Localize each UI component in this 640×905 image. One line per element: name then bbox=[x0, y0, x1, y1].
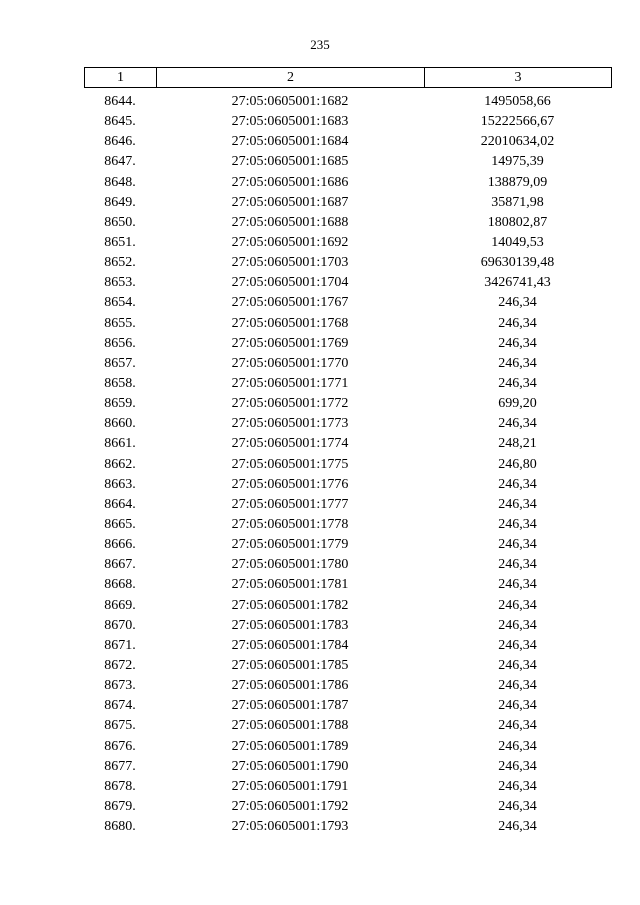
row-number: 8644. bbox=[104, 94, 136, 109]
row-value: 246,34 bbox=[498, 758, 537, 774]
table-row bbox=[84, 777, 611, 797]
row-value: 35871,98 bbox=[491, 194, 544, 210]
cadastral-number: 27:05:0605001:1778 bbox=[231, 516, 349, 532]
table-row bbox=[84, 273, 611, 293]
cadastral-number: 27:05:0605001:1776 bbox=[231, 476, 349, 492]
row-number: 8646. bbox=[104, 134, 136, 150]
cadastral-number: 27:05:0605001:1684 bbox=[231, 134, 349, 150]
table-row bbox=[84, 414, 611, 434]
cadastral-number: 27:05:0605001:1780 bbox=[231, 557, 349, 573]
table-row bbox=[84, 757, 611, 777]
row-value: 246,34 bbox=[498, 657, 537, 673]
header-col-3: 3 bbox=[425, 68, 612, 88]
table-row bbox=[84, 797, 611, 817]
row-value: 22010634,02 bbox=[480, 134, 555, 150]
row-value: 246,34 bbox=[498, 335, 537, 351]
row-value: 14049,53 bbox=[491, 234, 544, 250]
row-value: 246,34 bbox=[498, 295, 537, 311]
cadastral-number: 27:05:0605001:1788 bbox=[231, 718, 349, 734]
row-number: 8670. bbox=[104, 617, 136, 633]
table-row bbox=[84, 374, 611, 394]
cadastral-number: 27:05:0605001:1688 bbox=[231, 214, 349, 230]
row-number: 8649. bbox=[104, 194, 136, 210]
row-number: 8673. bbox=[104, 678, 136, 694]
cadastral-number: 27:05:0605001:1786 bbox=[231, 678, 349, 694]
row-value: 14975,39 bbox=[491, 154, 544, 170]
table-row bbox=[84, 455, 611, 475]
header-row bbox=[85, 68, 612, 88]
row-value: 138879,09 bbox=[487, 174, 548, 190]
cadastral-number: 27:05:0605001:1787 bbox=[231, 698, 349, 714]
row-value: 246,34 bbox=[498, 516, 537, 532]
row-value: 246,34 bbox=[498, 798, 537, 814]
row-number: 8671. bbox=[104, 637, 136, 653]
cadastral-number: 27:05:0605001:1789 bbox=[231, 738, 349, 754]
table-row bbox=[84, 475, 611, 495]
row-value: 69630139,48 bbox=[480, 255, 555, 271]
cadastral-number: 27:05:0605001:1790 bbox=[231, 758, 349, 774]
row-value: 1495058,66 bbox=[484, 94, 551, 109]
row-value: 246,34 bbox=[498, 496, 537, 512]
cadastral-number: 27:05:0605001:1692 bbox=[231, 234, 349, 250]
cadastral-number: 27:05:0605001:1767 bbox=[231, 295, 349, 311]
cadastral-number: 27:05:0605001:1704 bbox=[231, 275, 349, 291]
row-value: 246,34 bbox=[498, 537, 537, 553]
row-number: 8660. bbox=[104, 416, 136, 432]
row-value: 3426741,43 bbox=[484, 275, 551, 291]
row-value: 246,34 bbox=[498, 476, 537, 492]
table-row bbox=[84, 132, 611, 152]
table-row bbox=[84, 152, 611, 172]
table-row bbox=[84, 293, 611, 313]
row-value: 246,34 bbox=[498, 416, 537, 432]
table-row bbox=[84, 213, 611, 233]
table-row bbox=[84, 555, 611, 575]
row-number: 8674. bbox=[104, 698, 136, 714]
table-row bbox=[84, 616, 611, 636]
cadastral-number: 27:05:0605001:1793 bbox=[231, 819, 349, 835]
row-number: 8656. bbox=[104, 335, 136, 351]
cadastral-number: 27:05:0605001:1687 bbox=[231, 194, 349, 210]
cadastral-number: 27:05:0605001:1774 bbox=[231, 436, 349, 452]
row-value: 246,34 bbox=[498, 698, 537, 714]
cadastral-number: 27:05:0605001:1791 bbox=[231, 778, 349, 794]
table-row bbox=[84, 314, 611, 334]
table-row bbox=[84, 112, 611, 132]
row-value: 246,34 bbox=[498, 355, 537, 371]
table-row bbox=[84, 354, 611, 374]
table-row bbox=[84, 515, 611, 535]
table-row bbox=[84, 656, 611, 676]
table-row bbox=[84, 636, 611, 656]
row-value: 246,34 bbox=[498, 617, 537, 633]
cadastral-number: 27:05:0605001:1771 bbox=[231, 375, 349, 391]
row-number: 8669. bbox=[104, 597, 136, 613]
cadastral-number: 27:05:0605001:1685 bbox=[231, 154, 349, 170]
cadastral-number: 27:05:0605001:1779 bbox=[231, 537, 349, 553]
row-value: 246,34 bbox=[498, 678, 537, 694]
row-value: 246,34 bbox=[498, 778, 537, 794]
row-number: 8666. bbox=[104, 537, 136, 553]
row-value: 246,34 bbox=[498, 819, 537, 835]
row-number: 8679. bbox=[104, 798, 136, 814]
row-number: 8678. bbox=[104, 778, 136, 794]
row-number: 8659. bbox=[104, 396, 136, 412]
cadastral-number: 27:05:0605001:1772 bbox=[231, 396, 349, 412]
row-value: 699,20 bbox=[498, 396, 537, 412]
row-number: 8672. bbox=[104, 657, 136, 673]
row-number: 8661. bbox=[104, 436, 136, 452]
row-number: 8650. bbox=[104, 214, 136, 230]
row-number: 8680. bbox=[104, 819, 136, 835]
table-row bbox=[84, 596, 611, 616]
cadastral-number: 27:05:0605001:1783 bbox=[231, 617, 349, 633]
cadastral-number: 27:05:0605001:1682 bbox=[231, 94, 349, 109]
row-number: 8677. bbox=[104, 758, 136, 774]
header-col-1: 1 bbox=[85, 68, 157, 88]
header-col-2: 2 bbox=[157, 68, 425, 88]
row-number: 8651. bbox=[104, 234, 136, 250]
cadastral-number: 27:05:0605001:1773 bbox=[231, 416, 349, 432]
table-row bbox=[84, 173, 611, 193]
table-row bbox=[84, 575, 611, 595]
row-number: 8662. bbox=[104, 456, 136, 472]
table-row bbox=[84, 334, 611, 354]
table-row bbox=[84, 676, 611, 696]
row-number: 8655. bbox=[104, 315, 136, 331]
row-value: 246,34 bbox=[498, 718, 537, 734]
row-value: 246,34 bbox=[498, 637, 537, 653]
row-value: 246,34 bbox=[498, 597, 537, 613]
row-number: 8647. bbox=[104, 154, 136, 170]
row-number: 8648. bbox=[104, 174, 136, 190]
cadastral-number: 27:05:0605001:1769 bbox=[231, 335, 349, 351]
row-value: 246,34 bbox=[498, 375, 537, 391]
cadastral-number: 27:05:0605001:1683 bbox=[231, 114, 349, 130]
row-value: 246,34 bbox=[498, 557, 537, 573]
row-value: 246,80 bbox=[498, 456, 537, 472]
cadastral-number: 27:05:0605001:1782 bbox=[231, 597, 349, 613]
row-number: 8658. bbox=[104, 375, 136, 391]
table-row bbox=[84, 233, 611, 253]
cadastral-number: 27:05:0605001:1785 bbox=[231, 657, 349, 673]
cadastral-number: 27:05:0605001:1768 bbox=[231, 315, 349, 331]
table-row bbox=[84, 495, 611, 515]
table-row bbox=[84, 737, 611, 757]
cadastral-number: 27:05:0605001:1784 bbox=[231, 637, 349, 653]
row-value: 246,34 bbox=[498, 577, 537, 593]
table-row bbox=[84, 434, 611, 454]
row-number: 8654. bbox=[104, 295, 136, 311]
row-number: 8657. bbox=[104, 355, 136, 371]
table-row bbox=[84, 193, 611, 213]
table-body bbox=[84, 92, 611, 837]
page-number: 235 bbox=[310, 37, 330, 52]
table-row bbox=[84, 535, 611, 555]
row-value: 248,21 bbox=[498, 436, 537, 452]
row-number: 8663. bbox=[104, 476, 136, 492]
cadastral-number: 27:05:0605001:1770 bbox=[231, 355, 349, 371]
row-number: 8653. bbox=[104, 275, 136, 291]
row-value: 15222566,67 bbox=[480, 114, 555, 130]
row-number: 8645. bbox=[104, 114, 136, 130]
row-number: 8665. bbox=[104, 516, 136, 532]
cadastral-number: 27:05:0605001:1781 bbox=[231, 577, 349, 593]
table-row bbox=[84, 92, 611, 112]
table-row bbox=[84, 696, 611, 716]
row-number: 8652. bbox=[104, 255, 136, 271]
table-row bbox=[84, 817, 611, 837]
row-value: 246,34 bbox=[498, 315, 537, 331]
row-number: 8668. bbox=[104, 577, 136, 593]
row-value: 180802,87 bbox=[487, 214, 548, 230]
table-row bbox=[84, 716, 611, 736]
cadastral-number: 27:05:0605001:1703 bbox=[231, 255, 349, 271]
row-number: 8667. bbox=[104, 557, 136, 573]
table-row bbox=[84, 394, 611, 414]
cadastral-number: 27:05:0605001:1686 bbox=[231, 174, 349, 190]
cadastral-number: 27:05:0605001:1775 bbox=[231, 456, 349, 472]
cadastral-number: 27:05:0605001:1777 bbox=[231, 496, 349, 512]
row-number: 8664. bbox=[104, 496, 136, 512]
table-row bbox=[84, 253, 611, 273]
row-value: 246,34 bbox=[498, 738, 537, 754]
table-header bbox=[84, 67, 612, 88]
row-number: 8675. bbox=[104, 718, 136, 734]
row-number: 8676. bbox=[104, 738, 136, 754]
cadastral-number: 27:05:0605001:1792 bbox=[231, 798, 349, 814]
